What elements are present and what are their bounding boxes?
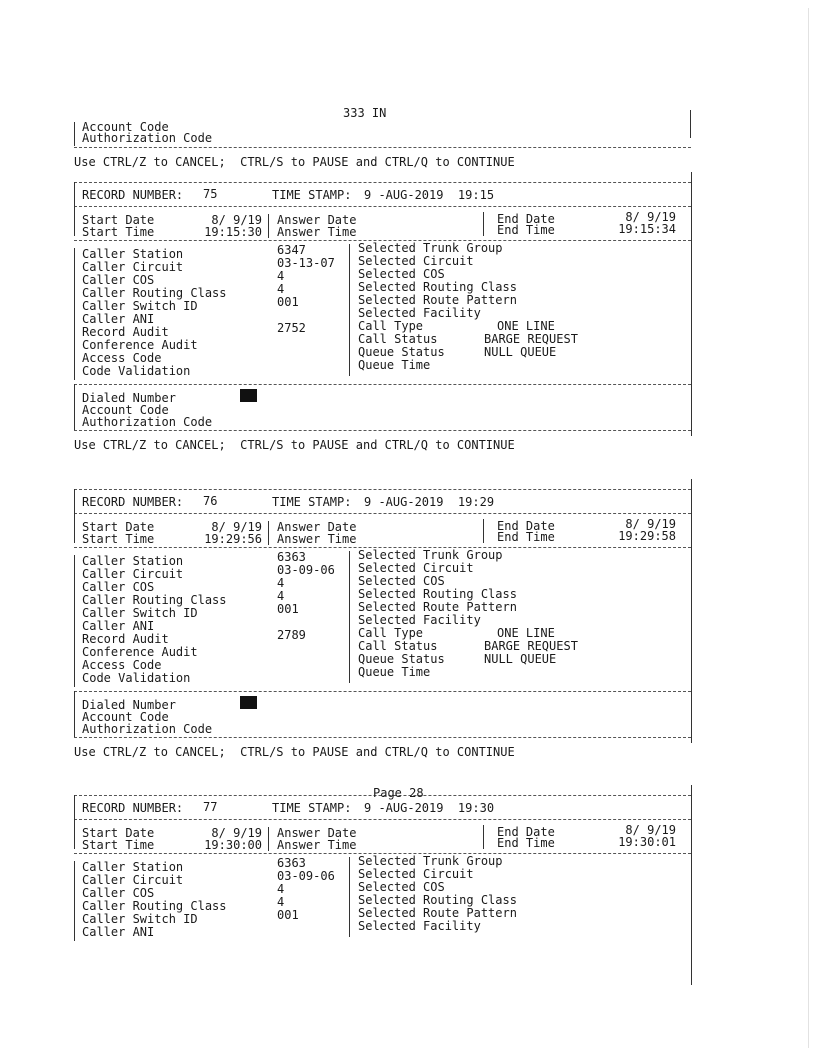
time-stamp-label: TIME STAMP: xyxy=(272,188,352,202)
record-top-border xyxy=(74,182,691,183)
record-left-border xyxy=(74,861,75,941)
time-stamp-value: 9 -AUG-2019 19:15 xyxy=(364,188,495,202)
selected-routing-class-label: Selected Routing Class xyxy=(358,893,517,907)
start-time-label: Start Time xyxy=(82,838,155,852)
record-number-value: 76 xyxy=(203,494,218,508)
record-number-label: RECORD NUMBER: xyxy=(82,495,184,509)
record-header-divider xyxy=(74,819,691,820)
selected-cos-label: Selected COS xyxy=(358,880,445,894)
caller-station-value: 6347 xyxy=(277,243,306,257)
start-date-value: 8/ 9/19 xyxy=(211,520,262,534)
call-status-label: Call Status xyxy=(358,332,438,346)
end-date-label: End Date xyxy=(497,519,555,533)
start-time-value: 19:15:30 xyxy=(204,225,262,239)
start-date-label: Start Date xyxy=(82,826,155,840)
call-type-label: Call Type xyxy=(358,626,424,640)
selected-routing-class-label: Selected Routing Class xyxy=(358,280,517,294)
caller-switch-id-value: 001 xyxy=(277,908,299,922)
caller-station-label: Caller Station xyxy=(82,860,184,874)
record-number-value: 75 xyxy=(203,187,218,201)
caller-cos-value: 4 xyxy=(277,576,285,590)
record-left-border xyxy=(74,795,75,819)
caller-circuit-label: Caller Circuit xyxy=(82,567,184,581)
record-left-border xyxy=(74,248,75,380)
end-date-label: End Date xyxy=(497,825,555,839)
access-code-label: Access Code xyxy=(82,658,162,672)
caller-station-label: Caller Station xyxy=(82,247,184,261)
call-status-value: BARGE REQUEST xyxy=(484,639,578,653)
call-type-value: ONE LINE xyxy=(497,626,555,640)
call-status-value: BARGE REQUEST xyxy=(484,332,578,346)
start-time-value: 19:30:00 xyxy=(204,838,262,852)
selected-facility-label: Selected Facility xyxy=(358,306,481,320)
end-time-value: 19:29:58 xyxy=(618,529,676,543)
selected-route-pattern-label: Selected Route Pattern xyxy=(358,293,517,307)
end-time-value: 19:30:01 xyxy=(618,835,676,849)
selected-separator xyxy=(349,857,350,937)
record-audit-value: 2789 xyxy=(277,628,306,642)
record-audit-value: 2752 xyxy=(277,321,306,335)
caller-cos-label: Caller COS xyxy=(82,273,155,287)
selected-circuit-label: Selected Circuit xyxy=(358,254,474,268)
time-stamp-value: 9 -AUG-2019 19:29 xyxy=(364,495,495,509)
queue-time-label: Queue Time xyxy=(358,358,431,372)
answer-time-label: Answer Time xyxy=(277,532,357,546)
date-separator xyxy=(268,521,269,545)
account-code-label: Account Code xyxy=(82,403,169,417)
start-time-label: Start Time xyxy=(82,532,155,546)
selected-cos-label: Selected COS xyxy=(358,574,445,588)
dialed-number-label: Dialed Number xyxy=(82,698,176,712)
record-audit-label: Record Audit xyxy=(82,632,169,646)
caller-switch-id-value: 001 xyxy=(277,602,299,616)
start-time-value: 19:29:56 xyxy=(204,532,262,546)
caller-station-value: 6363 xyxy=(277,550,306,564)
caller-routing-class-value: 4 xyxy=(277,895,285,909)
record-left-border xyxy=(74,691,75,737)
record-bottom-border xyxy=(74,430,691,431)
selected-route-pattern-label: Selected Route Pattern xyxy=(358,600,517,614)
conference-audit-label: Conference Audit xyxy=(82,645,198,659)
end-date-value: 8/ 9/19 xyxy=(625,823,676,837)
end-separator xyxy=(483,825,484,849)
record-left-border xyxy=(74,182,75,206)
selected-separator xyxy=(349,551,350,683)
selected-circuit-label: Selected Circuit xyxy=(358,561,474,575)
record-right-border xyxy=(691,172,692,436)
date-separator xyxy=(268,214,269,238)
end-date-value: 8/ 9/19 xyxy=(625,517,676,531)
record-number-label: RECORD NUMBER: xyxy=(82,188,184,202)
page-footer: Page 28 xyxy=(373,786,424,800)
selected-trunk-group-label: Selected Trunk Group xyxy=(358,854,503,868)
conference-audit-label: Conference Audit xyxy=(82,338,198,352)
caller-ani-label: Caller ANI xyxy=(82,619,155,633)
record-bottom-border xyxy=(74,737,691,738)
answer-date-label: Answer Date xyxy=(277,213,357,227)
end-time-label: End Time xyxy=(497,530,555,544)
authorization-code-label: Authorization Code xyxy=(82,722,213,736)
record-top-border xyxy=(74,489,691,490)
caller-switch-id-value: 001 xyxy=(277,295,299,309)
time-stamp-label: TIME STAMP: xyxy=(272,495,352,509)
start-date-label: Start Date xyxy=(82,213,155,227)
code-validation-label: Code Validation xyxy=(82,671,191,685)
record-dialed-divider xyxy=(74,691,691,692)
prev-record-right-border xyxy=(690,110,691,138)
record-header-divider xyxy=(74,513,691,514)
caller-cos-label: Caller COS xyxy=(82,580,155,594)
call-status-label: Call Status xyxy=(358,639,438,653)
ctrl-prompt: Use CTRL/Z to CANCEL; CTRL/S to PAUSE and CTRL/Q to CONTINUE xyxy=(74,438,515,452)
selected-cos-label: Selected COS xyxy=(358,267,445,281)
start-date-value: 8/ 9/19 xyxy=(211,213,262,227)
queue-status-label: Queue Status xyxy=(358,652,445,666)
start-date-value: 8/ 9/19 xyxy=(211,826,262,840)
caller-routing-class-label: Caller Routing Class xyxy=(82,593,227,607)
record-header-divider xyxy=(74,206,691,207)
record-left-border xyxy=(74,206,75,236)
selected-trunk-group-label: Selected Trunk Group xyxy=(358,548,503,562)
selected-facility-label: Selected Facility xyxy=(358,919,481,933)
caller-switch-id-label: Caller Switch ID xyxy=(82,299,198,313)
record-dialed-divider xyxy=(74,384,691,385)
start-date-label: Start Date xyxy=(82,520,155,534)
access-code-label: Access Code xyxy=(82,351,162,365)
time-stamp-value: 9 -AUG-2019 19:30 xyxy=(364,801,495,815)
record-audit-label: Record Audit xyxy=(82,325,169,339)
caller-circuit-value: 03-09-06 xyxy=(277,869,335,883)
code-validation-label: Code Validation xyxy=(82,364,191,378)
caller-cos-value: 4 xyxy=(277,269,285,283)
caller-station-value: 6363 xyxy=(277,856,306,870)
end-separator xyxy=(483,519,484,543)
answer-date-label: Answer Date xyxy=(277,520,357,534)
record-number-value: 77 xyxy=(203,800,218,814)
caller-routing-class-value: 4 xyxy=(277,589,285,603)
end-time-label: End Time xyxy=(497,223,555,237)
start-time-label: Start Time xyxy=(82,225,155,239)
account-code-label: Account Code xyxy=(82,120,169,134)
selected-facility-label: Selected Facility xyxy=(358,613,481,627)
record-left-border xyxy=(74,489,75,513)
answer-time-label: Answer Time xyxy=(277,225,357,239)
call-type-label: Call Type xyxy=(358,319,424,333)
page-header: 333 IN xyxy=(343,106,387,120)
record-left-border xyxy=(74,555,75,687)
caller-switch-id-label: Caller Switch ID xyxy=(82,912,198,926)
ctrl-prompt: Use CTRL/Z to CANCEL; CTRL/S to PAUSE and CTRL/Q to CONTINUE xyxy=(74,155,515,169)
caller-cos-label: Caller COS xyxy=(82,886,155,900)
caller-routing-class-label: Caller Routing Class xyxy=(82,286,227,300)
caller-circuit-label: Caller Circuit xyxy=(82,260,184,274)
record-left-border xyxy=(74,384,75,430)
queue-status-value: NULL QUEUE xyxy=(484,345,557,359)
answer-time-label: Answer Time xyxy=(277,838,357,852)
record-left-border xyxy=(74,513,75,543)
caller-switch-id-label: Caller Switch ID xyxy=(82,606,198,620)
time-stamp-label: TIME STAMP: xyxy=(272,801,352,815)
caller-routing-class-value: 4 xyxy=(277,282,285,296)
caller-circuit-value: 03-13-07 xyxy=(277,256,335,270)
queue-status-value: NULL QUEUE xyxy=(484,652,557,666)
end-time-value: 19:15:34 xyxy=(618,222,676,236)
selected-circuit-label: Selected Circuit xyxy=(358,867,474,881)
record-left-border xyxy=(74,819,75,849)
end-separator xyxy=(483,212,484,236)
dialed-number-label: Dialed Number xyxy=(82,391,176,405)
date-separator xyxy=(268,827,269,851)
prev-record-bottom-border xyxy=(74,147,691,148)
redacted-dialed-number xyxy=(240,696,257,709)
caller-circuit-value: 03-09-06 xyxy=(277,563,335,577)
call-type-value: ONE LINE xyxy=(497,319,555,333)
selected-separator xyxy=(349,244,350,376)
selected-route-pattern-label: Selected Route Pattern xyxy=(358,906,517,920)
record-right-border xyxy=(691,785,692,985)
authorization-code-label: Authorization Code xyxy=(82,131,213,145)
queue-status-label: Queue Status xyxy=(358,345,445,359)
caller-routing-class-label: Caller Routing Class xyxy=(82,899,227,913)
record-right-border xyxy=(691,479,692,743)
end-time-label: End Time xyxy=(497,836,555,850)
answer-date-label: Answer Date xyxy=(277,826,357,840)
caller-cos-value: 4 xyxy=(277,882,285,896)
ctrl-prompt: Use CTRL/Z to CANCEL; CTRL/S to PAUSE and CTRL/Q to CONTINUE xyxy=(74,745,515,759)
selected-routing-class-label: Selected Routing Class xyxy=(358,587,517,601)
prev-record-left-border xyxy=(74,122,75,146)
caller-station-label: Caller Station xyxy=(82,554,184,568)
end-date-value: 8/ 9/19 xyxy=(625,210,676,224)
authorization-code-label: Authorization Code xyxy=(82,415,213,429)
caller-ani-label: Caller ANI xyxy=(82,312,155,326)
selected-trunk-group-label: Selected Trunk Group xyxy=(358,241,503,255)
end-date-label: End Date xyxy=(497,212,555,226)
caller-circuit-label: Caller Circuit xyxy=(82,873,184,887)
record-number-label: RECORD NUMBER: xyxy=(82,801,184,815)
caller-ani-label: Caller ANI xyxy=(82,925,155,939)
account-code-label: Account Code xyxy=(82,710,169,724)
redacted-dialed-number xyxy=(240,389,257,402)
queue-time-label: Queue Time xyxy=(358,665,431,679)
